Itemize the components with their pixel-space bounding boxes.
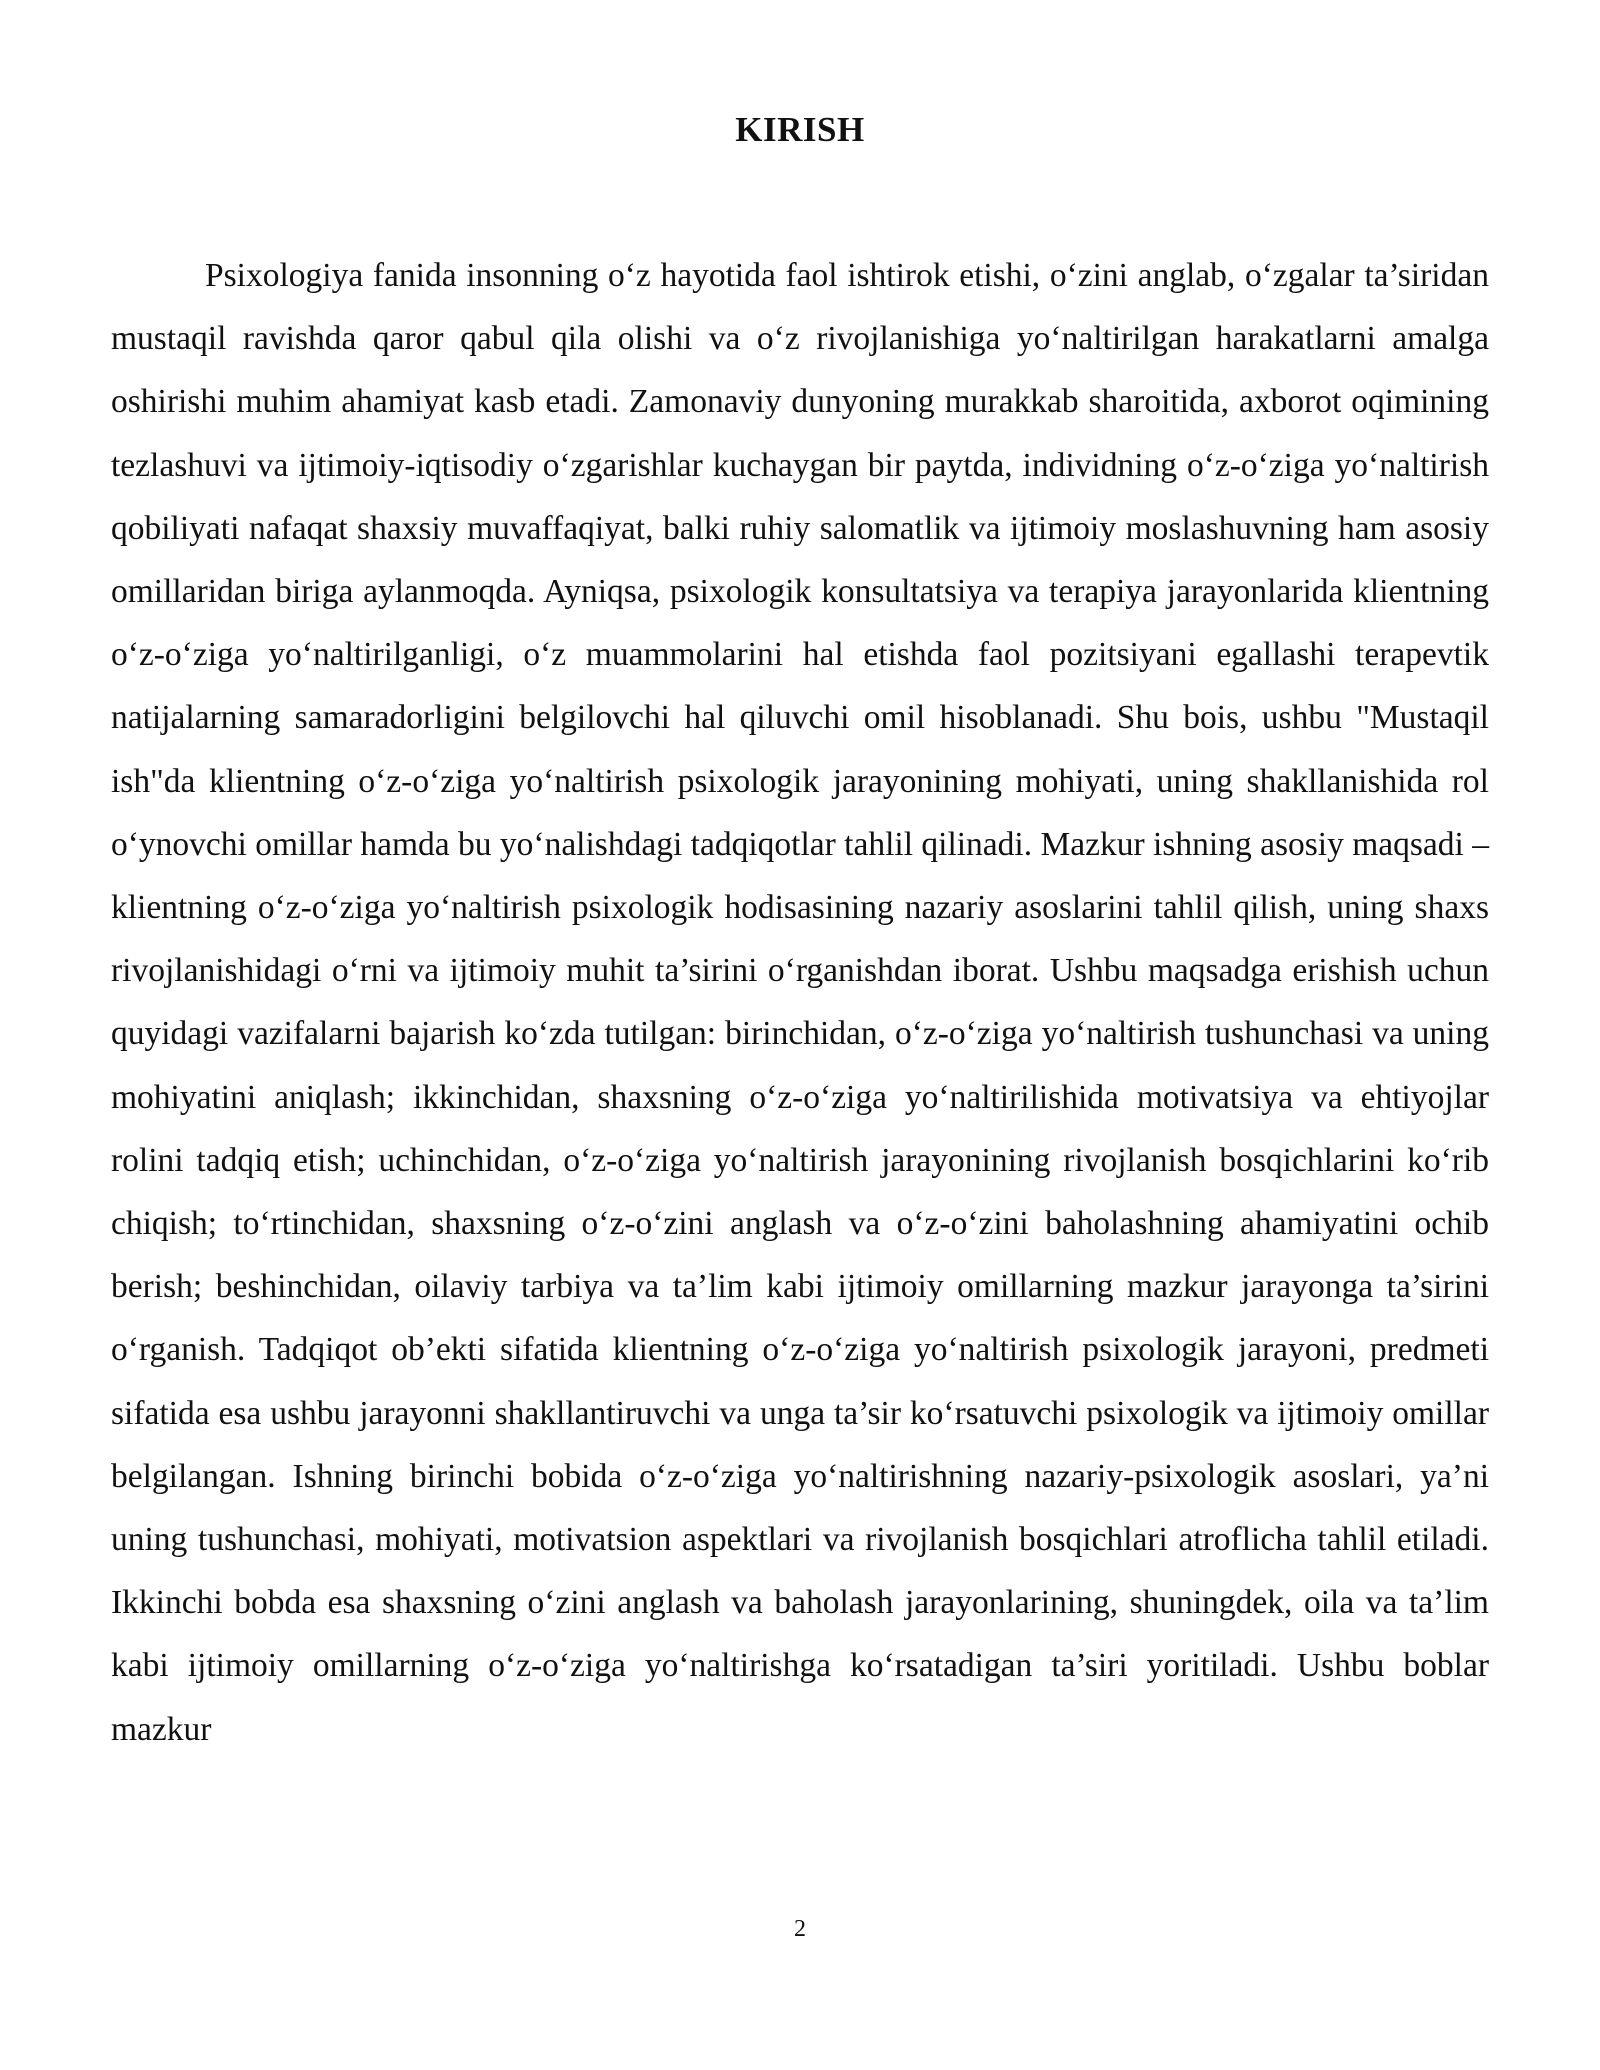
page-number: 2 [794,1916,806,1942]
body-paragraph: Psixologiya fanida insonning o‘z hayotida faol ishtirok etishi, o‘zini anglab, o‘zgalar ta’siridan mustaqil ravishda qaror qabul qila olishi va o‘z rivojlanishiga yo‘naltirilgan harakatlarni amalga oshirishi muhim ahamiyat kasb etadi. Zamonaviy dunyoning murakkab sharoitida, axborot oqimining tezlashuvi va ijtimoiy-iqtisodiy o‘zgarishlar kuchaygan bir paytda, individning o‘z-o‘ziga yo‘naltirish qobiliyati nafaqat shaxsiy muvaffaqiyat, balki ruhiy salomatlik va ijtimoiy moslashuvning ham asosiy omillaridan biriga aylanmoqda. Ayniqsa, psixologik konsultatsiya va terapiya jarayonlarida klientning o‘z-o‘ziga yo‘naltirilganligi, o‘z muammolarini hal etishda faol pozitsiyani egallashi terapevtik natijalarning samaradorligini belgilovchi hal qiluvchi omil hisoblanadi. Shu bois, ushbu "Mustaqil ish"da klientning o‘z-o‘ziga yo‘naltirish psixologik jarayonining mohiyati, uning shakllanishida rol o‘ynovchi omillar hamda bu yo‘nalishdagi tadqiqotlar tahlil qilinadi. Mazkur ishning asosiy maqsadi – klientning o‘z-o‘ziga yo‘naltirish psixologik hodisasining nazariy asoslarini tahlil qilish, uning shaxs rivojlanishidagi o‘rni va ijtimoiy muhit ta’sirini o‘rganishdan iborat. Ushbu maqsadga erishish uchun quyidagi vazifalarni bajarish ko‘zda tutilgan: birinchidan, o‘z-o‘ziga yo‘naltirish tushunchasi va uning mohiyatini aniqlash; ikkinchidan, shaxsning o‘z-o‘ziga yo‘naltirilishida motivatsiya va ehtiyojlar rolini tadqiq etish; uchinchidan, o‘z-o‘ziga yo‘naltirish jarayonining rivojlanish bosqichlarini ko‘rib chiqish; to‘rtinchidan, shaxsning o‘z-o‘zini anglash va o‘z-o‘zini baholashning ahamiyatini ochib berish; beshinchidan, oilaviy tarbiya va ta’lim kabi ijtimoiy omillarning mazkur jarayonga ta’sirini o‘rganish. Tadqiqot ob’ekti sifatida klientning o‘z-o‘ziga yo‘naltirish psixologik jarayoni, predmeti sifatida esa ushbu jarayonni shakllantiruvchi va unga ta’sir ko‘rsatuvchi psixologik va ijtimoiy omillar belgilangan. Ishning birinchi bobida o‘z-o‘ziga yo‘naltirishning nazariy-psixologik asoslari, ya’ni uning tushunchasi, mohiyati, motivatsion aspektlari va rivojlanish bosqichlari atroflicha tahlil etiladi. Ikkinchi bobda esa shaxsning o‘zini anglash va baholash jarayonlarining, shuningdek, oila va ta’lim kabi ijtimoiy omillarning o‘z-o‘ziga yo‘naltirishga ko‘rsatadigan ta’siri yoritiladi. Ushbu boblar mazkur [111,257,1489,1748]
section-title: KIRISH [735,110,865,149]
